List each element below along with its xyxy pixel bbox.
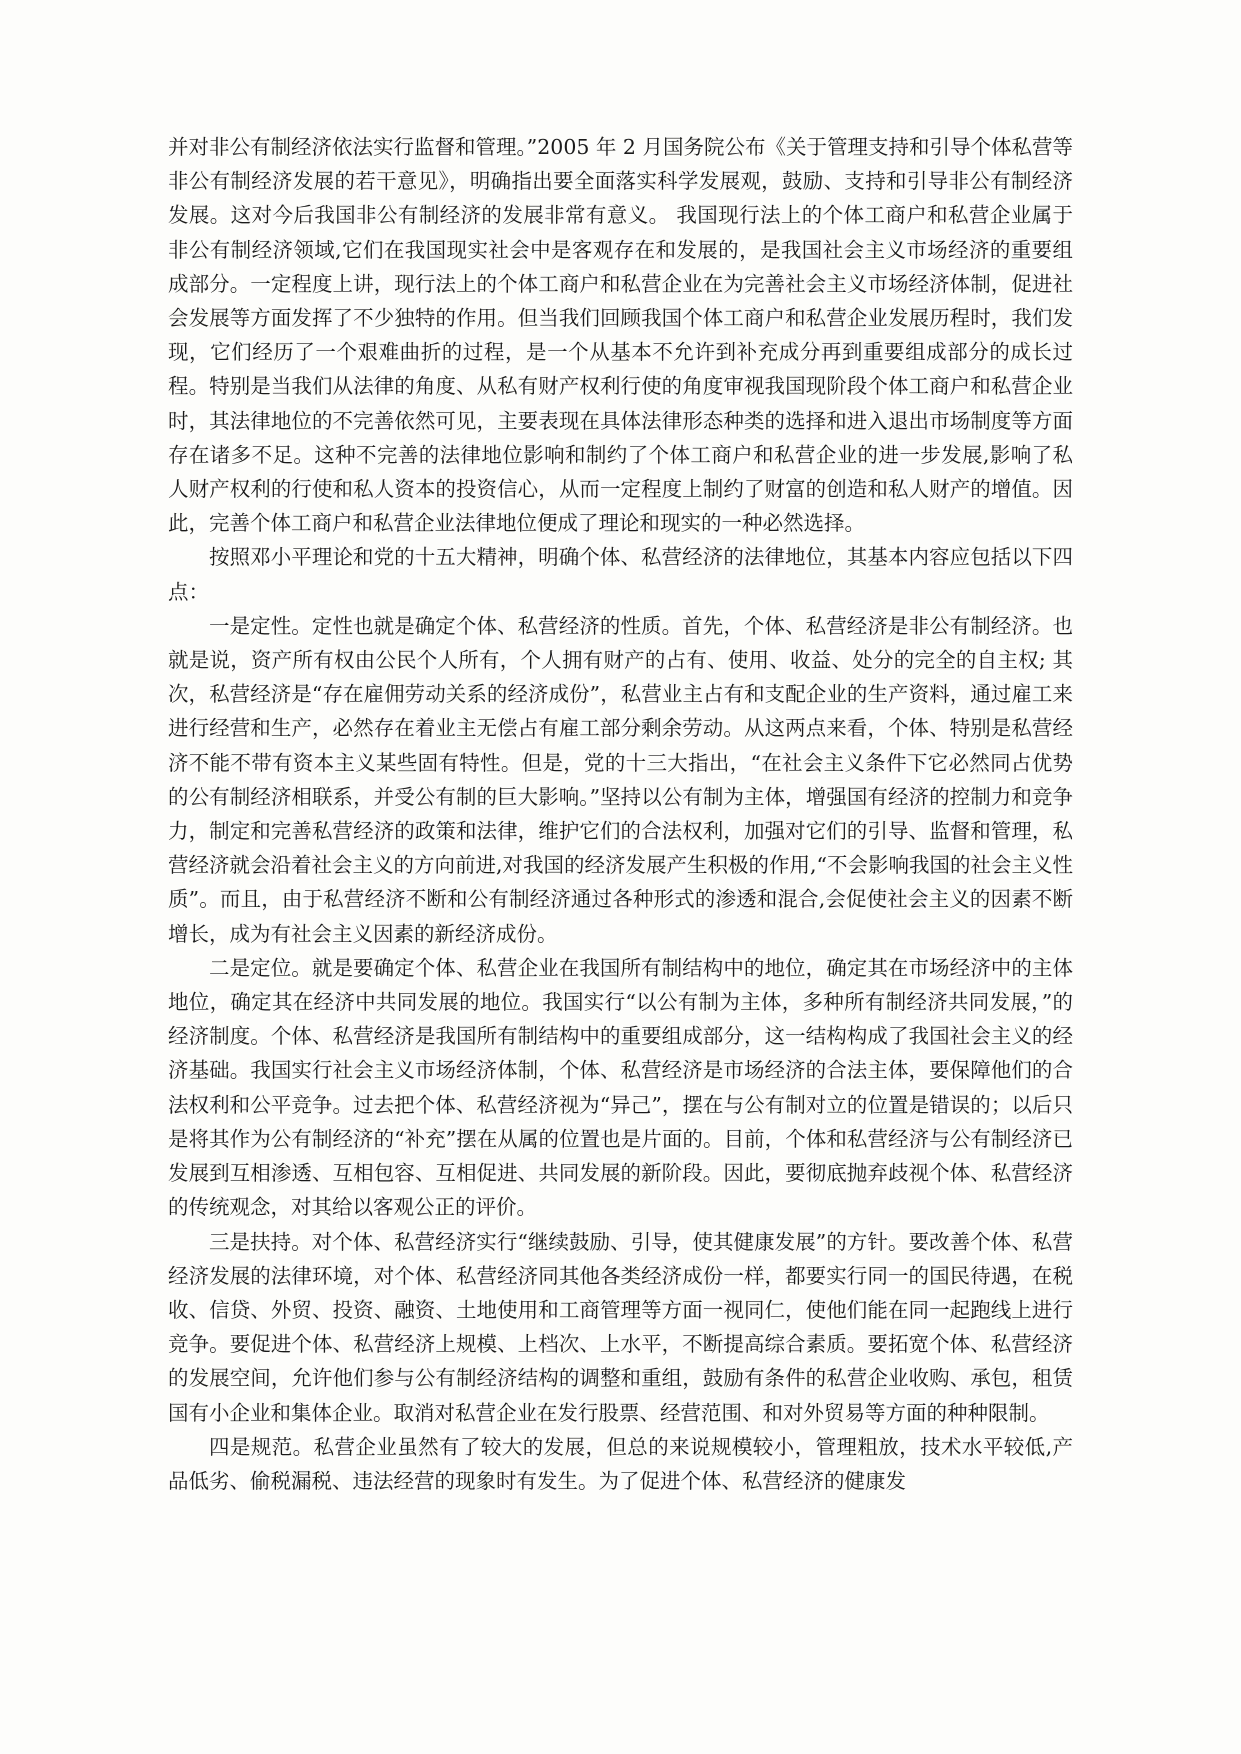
paragraph: 四是规范。私营企业虽然有了较大的发展，但总的来说规模较小，管理粗放，技术水平较低,产品低劣、偷税漏税、违法经营的现象时有发生。为了促进个体、私营经济的健康发 [168, 1434, 1073, 1493]
paragraph: 按照邓小平理论和党的十五大精神，明确个体、私营经济的法律地位，其基本内容应包括以下四点： [168, 545, 1073, 604]
paragraph: 并对非公有制经济依法实行监督和管理。”2005 年 2 月国务院公布《关于管理支持和引导个体私营等非公有制经济发展的若干意见》，明确指出要全面落实科学发展观，鼓励、支持和引导非公有制经济发展。这对今后我国非公有制经济的发展非常有意义。 我国现行法上的个体工商户和私营企业属于非公有制经济领域,它们在我国现实社会中是客观存在和发展的，是我国社会主义市场经济的重要组成部分。一定程度上讲，现行法上的个体工商户和私营企业在为完善社会主义市场经济体制，促进社会发展等方面发挥了不少独特的作用。但当我们回顾我国个体工商户和私营企业发展历程时，我们发现，它们经历了一个艰难曲折的过程，是一个从基本不允许到补充成分再到重要组成部分的成长过程。特别是当我们从法律的角度、从私有财产权利行使的角度审视我国现阶段个体工商户和私营企业时，其法律地位的不完善依然可见，主要表现在具体法律形态种类的选择和进入退出市场制度等方面存在诸多不足。这种不完善的法律地位影响和制约了个体工商户和私营企业的进一步发展,影响了私人财产权利的行使和私人资本的投资信心，从而一定程度上制约了财富的创造和私人财产的增值。因此，完善个体工商户和私营企业法律地位便成了理论和现实的一种必然选择。 [168, 135, 1073, 536]
paragraph: 三是扶持。对个体、私营经济实行“继续鼓励、引导，使其健康发展”的方针。要改善个体、私营经济发展的法律环境，对个体、私营经济同其他各类经济成份一样，都要实行同一的国民待遇，在税收、信贷、外贸、投资、融资、土地使用和工商管理等方面一视同仁，使他们能在同一起跑线上进行竞争。要促进个体、私营经济上规模、上档次、上水平，不断提高综合素质。要拓宽个体、私营经济的发展空间，允许他们参与公有制经济结构的调整和重组，鼓励有条件的私营企业收购、承包，租赁国有小企业和集体企业。取消对私营企业在发行股票、经营范围、和对外贸易等方面的种种限制。 [168, 1229, 1073, 1425]
document-body [168, 130, 1073, 1498]
paragraph: 一是定性。定性也就是确定个体、私营经济的性质。首先，个体、私营经济是非公有制经济。也就是说，资产所有权由公民个人所有，个人拥有财产的占有、使用、收益、处分的完全的自主权; 其次，私营经济是“存在雇佣劳动关系的经济成份”，私营业主占有和支配企业的生产资料，通过雇工来进行经营和生产，必然存在着业主无偿占有雇工部分剩余劳动。从这两点来看，个体、特别是私营经济不能不带有资本主义某些固有特性。但是，党的十三大指出，“在社会主义条件下它必然同占优势的公有制经济相联系，并受公有制的巨大影响。”坚持以公有制为主体，增强国有经济的控制力和竞争力，制定和完善私营经济的政策和法律，维护它们的合法权利，加强对它们的引导、监督和管理，私营经济就会沿着社会主义的方向前进,对我国的经济发展产生积极的作用,“不会影响我国的社会主义性质”。而且，由于私营经济不断和公有制经济通过各种形式的渗透和混合,会促使社会主义的因素不断增长，成为有社会主义因素的新经济成份。 [168, 613, 1074, 946]
paragraph: 二是定位。就是要确定个体、私营企业在我国所有制结构中的地位，确定其在市场经济中的主体地位，确定其在经济中共同发展的地位。我国实行“以公有制为主体，多种所有制经济共同发展，”的经济制度。个体、私营经济是我国所有制结构中的重要组成部分，这一结构构成了我国社会主义的经济基础。我国实行社会主义市场经济体制，个体、私营经济是市场经济的合法主体，要保障他们的合法权利和公平竞争。过去把个体、私营经济视为“异己”，摆在与公有制对立的位置是错误的；以后只是将其作为公有制经济的“补充”摆在从属的位置也是片面的。目前，个体和私营经济与公有制经济已发展到互相渗透、互相包容、互相促进、共同发展的新阶段。因此，要彻底抛弃歧视个体、私营经济的传统观念，对其给以客观公正的评价。 [168, 955, 1073, 1220]
